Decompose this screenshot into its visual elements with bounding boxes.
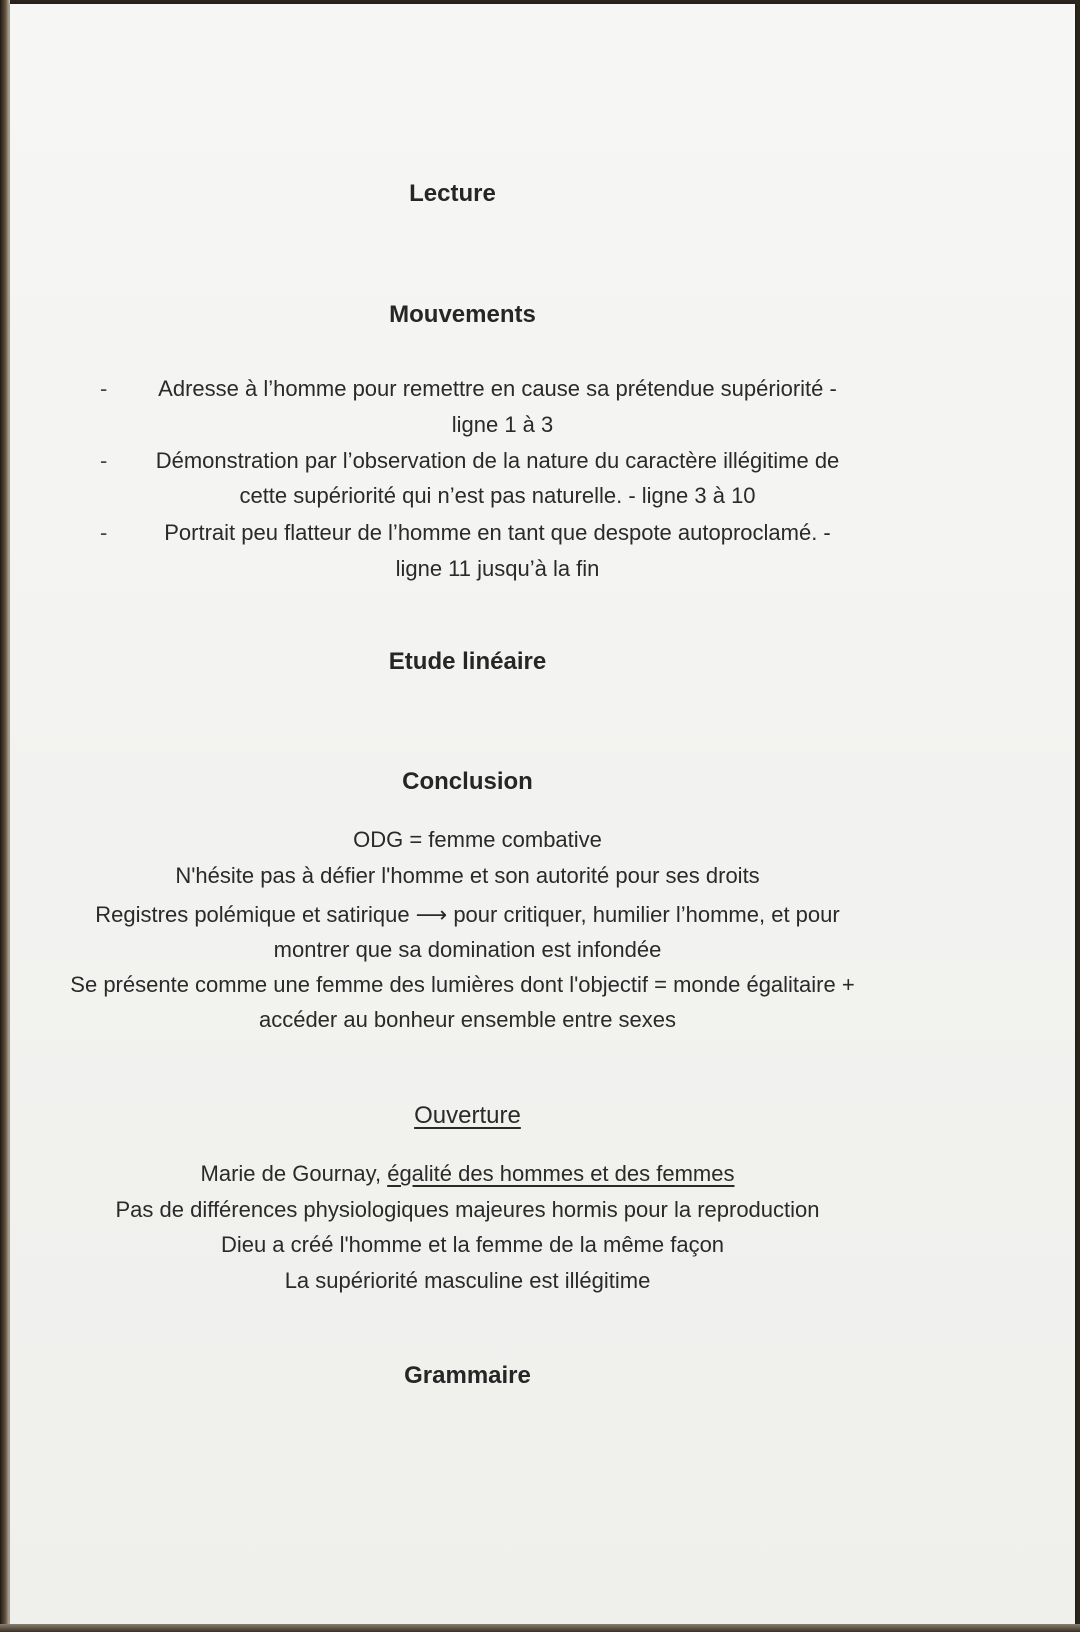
mouvement-3-line1: Portrait peu flatteur de l’homme en tant que despote autoproclamé. - [164, 520, 831, 545]
mouvement-3-line2: ligne 11 jusqu’à la fin [395, 556, 600, 581]
heading-etude-lineaire: Etude linéaire [388, 648, 547, 675]
heading-grammaire: Grammaire [404, 1362, 531, 1389]
mouvement-1-line2: ligne 1 à 3 [451, 412, 554, 437]
ouverture-line: Dieu a créé l'homme et la femme de la même façon [220, 1232, 725, 1257]
conclusion-line: Registres polémique et satirique ⟶ pour critiquer, humilier l’homme, et pour [95, 902, 840, 927]
heading-ouverture: Ouverture [414, 1102, 521, 1129]
conclusion-line: montrer que sa domination est infondée [273, 937, 662, 962]
ouverture-author: Marie de Gournay, [200, 1161, 388, 1186]
ouverture-line: La supériorité masculine est illégitime [284, 1268, 651, 1293]
mouvement-2-line1: Démonstration par l’observation de la nature du caractère illégitime de [155, 448, 840, 473]
list-bullet: - [100, 376, 108, 401]
list-bullet: - [100, 520, 108, 545]
heading-mouvements: Mouvements [389, 301, 536, 328]
conclusion-line: Se présente comme une femme des lumières dont l'objectif = monde égalitaire + [70, 972, 855, 997]
page-bottom-edge [0, 1624, 1080, 1632]
heading-lecture: Lecture [409, 180, 496, 207]
conclusion-line: accéder au bonheur ensemble entre sexes [258, 1007, 677, 1032]
ouverture-reference [0, 1159, 1000, 1189]
mouvement-1-line1: Adresse à l’homme pour remettre en cause sa prétendue supériorité - [158, 376, 837, 401]
conclusion-line: ODG = femme combative [353, 827, 602, 852]
conclusion-line: N'hésite pas à défier l'homme et son autorité pour ses droits [175, 863, 760, 888]
document-page [10, 4, 1075, 1624]
ouverture-work-title: égalité des hommes et des femmes [387, 1161, 735, 1186]
ouverture-line: Pas de différences physiologiques majeures hormis pour la reproduction [115, 1197, 820, 1222]
list-bullet: - [100, 448, 108, 473]
heading-conclusion: Conclusion [402, 768, 533, 795]
mouvement-2-line2: cette supériorité qui n’est pas naturelle. - ligne 3 à 10 [239, 483, 756, 508]
